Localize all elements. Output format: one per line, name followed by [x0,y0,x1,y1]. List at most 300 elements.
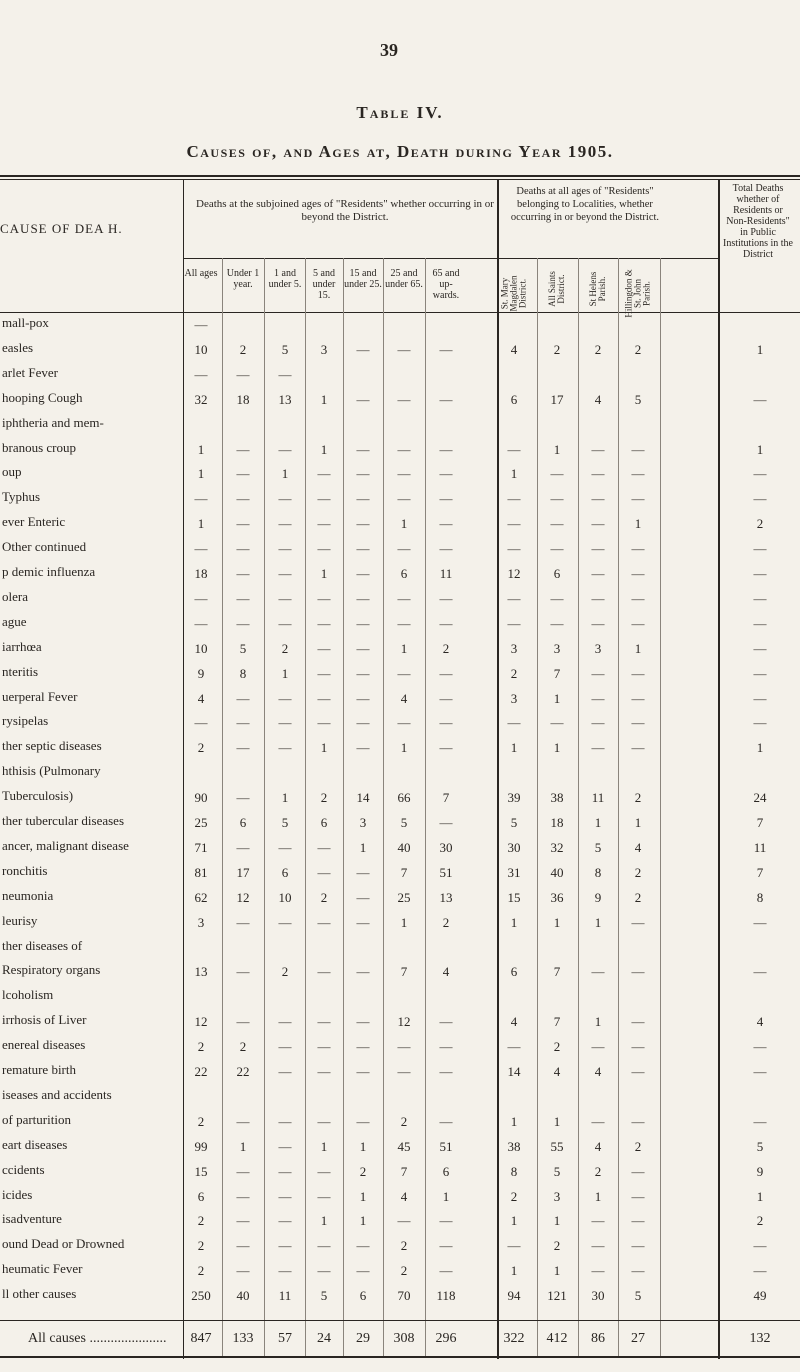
row-label: Other continued [2,540,87,555]
table-cell: 1 [510,1113,518,1129]
table-cell: 9 [756,1163,764,1179]
bottom-rule [0,1356,800,1358]
table-cell: 13 [278,391,292,407]
table-cell: 4 [594,1064,602,1079]
table-cell: 5 [756,1138,764,1154]
table-cell: 6 [442,1163,450,1179]
table-cell: 13 [194,964,208,980]
table-cell: — [591,491,605,507]
table-cell: 10 [194,640,208,656]
table-cell: — [591,964,605,980]
table-cell: — [278,1113,292,1129]
table-cell: — [317,491,331,507]
table-cell: 1 [553,1113,561,1129]
table-cell: — [753,715,767,731]
table-cell: 1 [197,516,205,532]
table-cell: 2 [197,740,205,756]
table-cell: — [317,839,331,855]
table-cell: — [356,1238,370,1254]
table-cell: — [356,864,370,880]
table-cell: — [631,1064,645,1079]
table-cell: — [236,466,250,482]
table-cell: — [278,1163,292,1179]
table-cell: — [507,590,521,606]
table-cell: 1 [553,1213,561,1229]
table-cell: — [591,590,605,606]
table-cell: — [194,491,208,507]
locality-column-header: Hillingdon & St. John Parish. [623,269,652,318]
table-cell: 9 [594,889,602,905]
table-cell: — [439,1263,453,1279]
table-cell: — [397,1039,411,1055]
table-cell: — [631,1113,645,1129]
table-cell: 121 [547,1288,567,1304]
table-cell: — [631,566,645,581]
table-cell: 7 [400,964,408,980]
table-cell: — [317,516,331,532]
table-cell: — [507,441,521,457]
table-cell: — [591,466,605,482]
table-cell: 99 [194,1138,208,1154]
table-cell: — [278,1138,292,1154]
table-cell: 1 [510,914,518,930]
row-label: ll other causes [2,1287,77,1302]
table-cell: — [591,516,605,532]
table-cell: — [439,665,453,681]
table-cell: 55 [550,1138,564,1154]
table-cell: 6 [510,391,518,407]
table-cell: 4 [553,1064,561,1079]
table-cell: — [278,1213,292,1229]
row-label: Respiratory organs [2,963,101,978]
table-cell: 6 [281,864,289,880]
table-cell: 6 [553,566,561,581]
table-cell: 8 [594,864,602,880]
row-label: iseases and accidents [2,1087,112,1102]
table-cell: — [591,665,605,681]
row-label: isadventure [2,1212,62,1227]
table-cell: — [356,1014,370,1030]
table-cell: 1 [197,466,205,482]
table-cell: 70 [397,1288,411,1304]
table-cell: — [631,964,645,980]
table-cell: — [278,715,292,731]
table-cell: 118 [436,1288,456,1304]
row-label: hthisis (Pulmonary [2,764,101,779]
table-cell: 2 [756,516,764,532]
table-cell: 36 [550,889,564,905]
table-cell: — [317,1113,331,1129]
table-cell: — [591,740,605,756]
table-title: Table IV. [356,103,444,122]
row-label: oup [2,465,22,480]
table-cell: — [753,665,767,681]
table-cell: — [631,690,645,706]
table-cell: — [439,715,453,731]
table-cell: — [753,615,767,631]
table-cell: 4 [400,690,408,706]
table-cell: — [278,839,292,855]
table-cell: 18 [550,815,564,830]
table-cell: — [356,1113,370,1129]
table-cell: — [753,1263,767,1279]
table-cell: 1 [359,1138,367,1154]
table-cell: 1 [634,640,642,656]
table-cell: 3 [197,914,205,930]
table-cell: 10 [278,889,292,905]
table-cell: — [236,715,250,731]
table-cell: — [439,1064,453,1079]
table-cell: — [439,1213,453,1229]
table-cell: 15 [194,1163,208,1179]
table-cell: 2 [634,864,642,880]
table-cell: 1 [594,1188,602,1204]
table-cell: — [356,341,370,357]
table-cell: — [631,541,645,557]
table-cell: 2 [197,1213,205,1229]
table-cell: — [356,665,370,681]
table-cell: 5 [400,815,408,830]
table-cell: — [591,566,605,581]
table-cell: — [278,590,292,606]
table-cell: — [317,1238,331,1254]
table-cell: 2 [553,1238,561,1254]
table-cell: 1 [594,815,602,830]
total-cell: 27 [631,1331,645,1346]
col-divider [718,179,720,1359]
table-cell: — [753,1113,767,1129]
table-cell: 22 [236,1064,250,1079]
table-cell: — [439,690,453,706]
table-cell: 4 [510,1014,518,1030]
table-subtitle: Causes of, and Ages at, Death during Year 1905. [186,142,614,161]
table-cell: — [236,366,250,382]
table-cell: — [631,665,645,681]
col-divider [660,258,661,1358]
table-cell: 94 [507,1288,521,1304]
table-cell: — [278,541,292,557]
table-cell: — [317,590,331,606]
table-cell: 5 [634,391,642,407]
table-cell: — [631,1188,645,1204]
table-cell: 4 [594,391,602,407]
table-cell: — [317,715,331,731]
table-cell: 1 [359,839,367,855]
table-cell: 8 [510,1163,518,1179]
total-cell: 308 [393,1331,415,1346]
table-cell: — [591,1238,605,1254]
table-cell: — [278,1014,292,1030]
table-cell: 1 [510,1213,518,1229]
table-cell: — [397,466,411,482]
row-label: arlet Fever [2,365,58,380]
table-cell: 1 [239,1138,247,1154]
table-cell: 2 [197,1263,205,1279]
age-column-header: 5 and under 15. [312,268,336,301]
table-cell: — [753,491,767,507]
table-cell: — [439,1238,453,1254]
table-cell: — [507,491,521,507]
table-cell: — [194,366,208,382]
table-cell: — [439,1014,453,1030]
row-label: lcoholism [2,988,54,1003]
table-cell: 1 [510,466,518,482]
table-cell: — [439,491,453,507]
table-cell: 2 [239,341,247,357]
table-cell: — [753,964,767,980]
row-label: neumonia [2,888,54,903]
table-cell: — [439,740,453,756]
table-cell: — [753,590,767,606]
table-cell: 1 [320,566,328,581]
table-cell: 51 [439,864,453,880]
table-cell: 2 [281,640,289,656]
row-label: ther tubercular diseases [2,814,125,828]
table-cell: — [591,441,605,457]
table-cell: — [631,740,645,756]
table-cell: 1 [553,1263,561,1279]
table-cell: — [317,541,331,557]
table-cell: — [194,541,208,557]
table-cell: 1 [594,1014,602,1030]
table-cell: — [317,1163,331,1179]
table-cell: — [397,491,411,507]
table-cell: 1 [320,1213,328,1229]
table-cell: — [194,715,208,731]
table-cell: 9 [197,665,205,681]
table-cell: 7 [756,864,764,880]
table-cell: — [356,590,370,606]
table-cell: 1 [594,914,602,930]
table-cell: 2 [510,1188,518,1204]
table-cell: 4 [634,839,642,855]
table-cell: — [278,491,292,507]
table-cell: 4 [442,964,450,980]
table-cell: — [397,590,411,606]
table-cell: — [317,1064,331,1079]
row-label: ccidents [2,1162,45,1177]
table-cell: — [356,964,370,980]
table-cell: — [507,615,521,631]
row-label: ther diseases of [2,938,83,953]
table-cell: 30 [439,839,453,855]
table-cell: — [236,964,250,980]
table-cell: — [356,615,370,631]
table-cell: — [550,491,564,507]
row-label: branous croup [2,440,77,455]
table-cell: — [591,715,605,731]
table-cell: — [356,740,370,756]
table-cell: — [397,391,411,407]
table-cell: — [631,715,645,731]
row-label: heumatic Fever [2,1262,83,1277]
table-cell: 3 [553,1188,561,1204]
table-cell: 31 [507,864,521,880]
table-cell: — [236,615,250,631]
table-cell: — [356,491,370,507]
table-cell: — [356,391,370,407]
table-cell: 1 [510,1263,518,1279]
table-cell: 7 [400,864,408,880]
table-cell: 25 [397,889,411,905]
totals-top-rule [0,1320,800,1321]
table-cell: 32 [194,391,208,407]
table-cell: — [236,740,250,756]
table-cell: — [236,491,250,507]
col-divider [425,258,426,1358]
table-cell: 4 [400,1188,408,1204]
table-cell: 40 [397,839,411,855]
table-cell: 2 [594,1163,602,1179]
table-cell: 1 [320,740,328,756]
table-cell: 66 [397,790,411,806]
table-cell: — [278,615,292,631]
table-cell: — [278,690,292,706]
row-label: eart diseases [2,1137,68,1152]
table-cell: 6 [320,815,328,830]
table-cell: 32 [550,839,564,855]
table-cell: — [356,466,370,482]
table-cell: — [278,1238,292,1254]
residents-group-header: Deaths at the subjoined ages of "Residents" whether occurring in or beyond the District. [196,198,494,223]
table-cell: 7 [756,815,764,830]
table-cell: 2 [320,889,328,905]
table-cell: — [439,441,453,457]
row-label: remature birth [2,1063,76,1077]
table-cell: — [194,590,208,606]
row-label: easles [2,340,34,355]
row-label: ever Enteric [2,515,66,530]
table-cell: — [631,1039,645,1055]
table-cell: 49 [753,1288,767,1304]
table-cell: 7 [553,665,561,681]
table-cell: 51 [439,1138,453,1154]
row-label: iphtheria and mem- [2,415,104,430]
table-cell: 1 [553,914,561,930]
total-cell: 132 [749,1331,771,1346]
table-cell: — [631,1263,645,1279]
table-cell: — [278,566,292,581]
row-label: icides [2,1187,33,1202]
table-cell: 250 [191,1288,211,1304]
row-label: ancer, malignant disease [2,838,129,853]
table-cell: 1 [281,665,289,681]
table-cell: 18 [194,566,208,581]
table-cell: 2 [197,1238,205,1254]
col-divider [618,258,619,1358]
table-cell: — [317,1014,331,1030]
table-cell: 3 [510,690,518,706]
table-cell: 4 [756,1014,764,1030]
table-cell: — [236,441,250,457]
table-cell: 2 [594,341,602,357]
table-cell: — [278,366,292,382]
table-cell: — [317,914,331,930]
table-cell: 2 [756,1213,764,1229]
table-cell: — [236,914,250,930]
table-cell: — [278,914,292,930]
table-cell: 1 [400,516,408,532]
table-cell: — [356,690,370,706]
total-cell: 412 [546,1331,568,1346]
top-rule-thin [0,179,800,180]
table-cell: 62 [194,889,208,905]
col-divider [578,258,579,1358]
table-cell: 2 [320,790,328,806]
table-cell: 2 [634,1138,642,1154]
row-label: ther septic diseases [2,739,102,754]
table-cell: 4 [197,690,205,706]
table-cell: — [550,590,564,606]
header-bottom-rule [0,312,800,313]
table-cell: 3 [359,815,367,830]
row-label: ronchitis [2,863,48,878]
table-cell: — [397,665,411,681]
table-cell: 2 [553,1039,561,1055]
table-cell: 1 [400,914,408,930]
table-cell: 38 [507,1138,521,1154]
table-cell: 1 [756,740,764,756]
table-cell: 6 [359,1288,367,1304]
table-cell: 12 [236,889,250,905]
table-cell: 5 [281,815,289,830]
table-cell: 12 [194,1014,208,1030]
age-column-header: 25 and under 65. [385,268,423,290]
row-label: hooping Cough [2,390,83,405]
row-label: Tuberculosis) [2,789,74,804]
table-cell: 4 [594,1138,602,1154]
age-column-header: 15 and under 25. [344,268,382,290]
table-cell: — [550,615,564,631]
table-cell: — [631,441,645,457]
table-cell: — [356,889,370,905]
table-cell: 1 [756,441,764,457]
table-cell: — [397,615,411,631]
table-cell: — [591,1113,605,1129]
table-cell: — [236,839,250,855]
row-label: rysipelas [2,714,49,729]
table-cell: — [439,815,453,830]
table-cell: 15 [507,889,521,905]
table-cell: — [631,1213,645,1229]
table-cell: — [631,466,645,482]
table-cell: 30 [507,839,521,855]
table-cell: — [278,516,292,532]
table-cell: — [236,566,250,581]
table-cell: 1 [320,1138,328,1154]
table-cell: — [278,740,292,756]
table-cell: 2 [197,1039,205,1055]
age-column-header: Under 1 year. [226,268,260,290]
total-cell: 86 [591,1331,605,1346]
table-cell: — [753,1064,767,1079]
table-cell: — [631,914,645,930]
table-cell: 22 [194,1064,208,1079]
table-cell: — [236,1014,250,1030]
table-cell: — [550,466,564,482]
table-cell: — [194,615,208,631]
table-cell: 2 [400,1263,408,1279]
table-cell: — [397,1213,411,1229]
table-cell: — [507,516,521,532]
table-cell: — [356,1064,370,1079]
table-cell: — [439,590,453,606]
table-cell: 2 [442,914,450,930]
table-cell: 2 [197,1113,205,1129]
row-label: of parturition [2,1112,71,1127]
table-cell: — [356,1039,370,1055]
table-cell: 2 [400,1238,408,1254]
